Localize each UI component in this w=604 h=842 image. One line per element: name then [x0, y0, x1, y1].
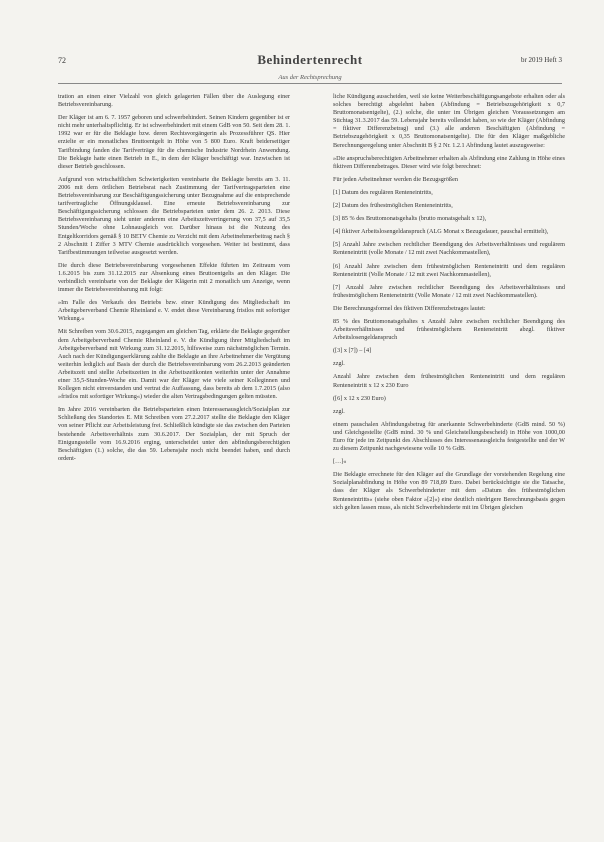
paragraph: Aufgrund von wirtschaftlichen Schwierigkeiten vereinbarte die Beklagte bereits am 3. 11. 2006 mit dem örtlichen Betriebsrat nach Zustimmung der Tarifvertragsparteien eine Betriebsvereinbarung zur Beschäftigungssicherung unter Bezugnahme auf die entsprechende tarifvertragliche Öffnungsklausel. Eine erneute Betriebsvereinbarung zur Beschäftigungssicherung schlossen die Betriebsparteien unter dem 26. 2. 2013. Diese Betriebsvereinbarung sieht unter anderem eine Arbeitszeitverringerung von 37,5 auf 35,5 Stunden/Woche ohne Lohnausgleich vor. Darüber hinaus ist die Nutzung des Entgeltkorridors gemäß § 10 BETV Chemie zu Verzicht mit dem Arbeitnehmerbeitrag nach § 2 Abschnitt I Ziffer 3 MTV Chemie ausdrücklich vorgesehen. Weiter ist bestimmt, dass Tarifbestimmungen teilweise ausgesetzt werden.: [58, 175, 290, 256]
journal-title: Behindertenrecht: [257, 52, 363, 67]
paragraph: Mit Schreiben vom 30.6.2015, zugegangen am gleichen Tag, erklärte die Beklagte gegenüber dem Arbeitgeberverband Chemie Rheinland e. V. die Kündigung ihrer Mitgliedschaft im Arbeitgeberverband mit Wirkung zum 31.12.2015, hilfsweise zum nächstmöglichen Termin. Auch nach der Kündigungserklärung zahlte die Beklagte an ihre Arbeitnehmer die Vergütung weiterhin lediglich auf Basis der durch die Betriebsvereinbarung vom 26.2.2013 geänderten Arbeitszeit und stellte Arbeitszeiten in die Arbeitszeitkonten weiterhin unter der Annahme einer 35,5-Stunden-Woche ein. Damit war der Kläger wie viele seiner Kolleginnen und Kollegen nicht einverstanden und vertrat die Auffassung, dass bereits ab dem 1.7.2015 (also »fristlos mit sofortiger Wirkung«) wieder die alten Vertragsbedingungen gelten müssten.: [58, 328, 290, 401]
header-rule: [58, 83, 562, 84]
list-item: [5] Anzahl Jahre zwischen rechtlicher Beendigung des Arbeitsverhältnisses und regulärem Renteneintritt (volle Monate / 12 mit zwei Nachkommastellen),: [333, 241, 565, 257]
section-title: Aus der Rechtsprechung: [278, 74, 342, 81]
list-item: [3] 85 % des Bruttomonatsgehalts (brutto monatsgehalt x 12),: [333, 215, 487, 223]
formula: ([3] x [7]) – [4]: [333, 347, 372, 355]
ellipsis: […]«: [333, 458, 347, 466]
paragraph: Im Jahre 2016 vereinbarten die Betriebsparteien einen Interessenausgleich/Sozialplan zur Schließung des Standortes E. Mit Schreiben vom 27.2.2017 stellte die Beklagte den Kläger von seiner Pflicht zur Arbeitsleistung frei. Schließlich kündigte sie das zwischen den Parteien bestehende Arbeitsverhältnis zum 30.6.2017. Der Sozialplan, der mit Spruch der Einigungsstelle vom 16.9.2016 erging, unterscheidet unter den abfindungsberechtigten Beschäftigten (1.) solche, die das 59. Lebensjahr noch nicht beendet haben, und durch ordent-: [58, 406, 290, 462]
paragraph: Die Beklagte errechnete für den Kläger auf die Grundlage der vorstehenden Regelung eine Sozialplanabfindung in Höhe von 89 718,89 Euro. Dabei berücksichtigte sie die Tatsache, dass der Kläger als Schwerbehinderter mit dem »Datum des frühestmöglichen Renteneintritts« (siehe oben Faktor »[2]«) eine deutlich niedrigere Berechnungsbasis gegen sich gelten lassen muss, als nicht Schwerbehinderte mit im Übrigen gleichen: [333, 471, 565, 511]
page-number: 72: [58, 56, 66, 65]
formula-connector: zzgl.: [333, 360, 345, 368]
paragraph: einem pauschalen Abfindungsbetrag für anerkannte Schwerbehinderte (GdB mind. 50 %) und Gleichgestellte (GdB mind. 30 % und Gleichstellungsbescheid) in Höhe von 1000,00 Euro für jede im Zeitpunkt des Abschlusses des Interessenausgleichs festgestellte und der W zu diesem Zeitpunkt nachgewiesene volle 10 % GdB.: [333, 420, 565, 453]
list-item: [2] Datum des frühestmöglichen Renteneintritts,: [333, 202, 453, 210]
list-item: [4] fiktiver Arbeitslosengeldanspruch (ALG Monat x Bezugsdauer, pauschal ermittelt),: [333, 228, 549, 236]
list-item: [1] Datum des regulären Renteneintritts,: [333, 188, 433, 196]
paragraph: Der Kläger ist am 6. 7. 1957 geboren und schwerbehindert. Seinen Kindern gegenüber ist er nicht mehr unterhaltspflichtig. Er ist schwerbehindert mit einem GdB von 50. Seit dem 28. 1. 1992 war er für die Beklagte bzw. deren Rechtsvorgängerin als Prozessführer QS. Hier erzielte er ein monatliches Bruttoentgelt in Höhe von 5 800 Euro. Kraft beiderseitiger Tarifbindung fanden die Tarifverträge für die chemische Industrie Nordrhein Anwendung. Die Beklagte hatte einen Betrieb in E., in dem der Kläger beschäftigt war. Inzwischen ist dieser Betrieb geschlossen.: [58, 114, 290, 170]
list-item: [6] Anzahl Jahre zwischen dem frühestmöglichen Renteneintritt und dem regulären Renteneintritt (Volle Monate / 12 mit zwei Nachkommastellen),: [333, 262, 565, 278]
paragraph: Für jeden Arbeitnehmer werden die Bezugsgrößen: [333, 175, 458, 183]
formula-connector: zzgl.: [333, 407, 345, 415]
paragraph: tration an einen einer Vielzahl von gleich gelagerten Fällen über die Auslegung einer Betriebsvereinbarung.: [58, 93, 290, 109]
paragraph: 85 % des Bruttomonatsgehaltes x Anzahl Jahre zwischen rechtlicher Beendigung des Arbeitsverhältnisses und frühestmöglichem Renteneintritt abzgl. fiktiver Arbeitslosengeldanspruch: [333, 317, 565, 342]
list-item: [7] Anzahl Jahre zwischen rechtlicher Beendigung des Arbeitsverhältnisses und frühestmöglichem Renteneintritt (Volle Monate / 12 mit zwei Nachkommastellen).: [333, 283, 565, 299]
paragraph: »Im Falle des Verkaufs des Betriebs bzw. einer Kündigung des Mitgliedschaft im Arbeitgeberverband Chemie Rheinland e. V. endet diese Vereinbarung fristlos mit sofortiger Wirkung.«: [58, 299, 290, 323]
right-column: [333, 93, 565, 517]
issue-label: br 2019 Heft 3: [520, 56, 562, 64]
paragraph: Die durch diese Betriebsvereinbarung vorgesehenen Effekte führten im Zeitraum vom 1.6.2015 bis zum 31.12.2015 zur Absenkung eines Bruttoentgelts an den Kläger. Die verbindlich vereinbarte von der Beklagte der Klägerin mit 2 monatlich um Anzeige, wenn immer die Betriebsvereinbarung mit folgt:: [58, 261, 290, 294]
paragraph: Anzahl Jahre zwischen dem frühestmöglichen Renteneintritt und dem regulären Renteneintritt x 12 x 230 Euro: [333, 373, 565, 389]
paragraph: liche Kündigung ausscheiden, weil sie keine Weiterbeschäftigungsangebote erhalten oder als solches berechtigt abgelehnt haben (Abfindung = Betriebszugehörigkeit x 0,7 Bruttomonatsentgelte), (2.) solche, die unter im Übrigen gleichen Voraussetzungen am Stichtag 31.3.2017 das 59. Lebensjahr bereits vollendet haben, so wie der Kläger (Abfindung = fiktiver Differenzbetrag) und (3.) alle anderen Beschäftigten (Abfindung = Betriebszugehörigkeit x 0,35 Bruttomonatsentgelte). Die für den Kläger maßgebliche Berechnungsregelung unter Abschnitt B § 2 Nr. 1.2.1 Abfindung lautet auszugsweise:: [333, 93, 565, 149]
formula: ([6] x 12 x 230 Euro): [333, 394, 386, 402]
paragraph: Die Berechnungsformel des fiktiven Differenzbetrages lautet:: [333, 304, 486, 312]
paragraph: »Die anspruchsberechtigten Arbeitnehmer erhalten als Abfindung eine Zahlung in Höhe eines fiktiven Differenzbetrages. Dieser wird wie folgt berechnet:: [333, 154, 565, 170]
page-header: [58, 52, 562, 81]
left-column: [58, 93, 290, 468]
